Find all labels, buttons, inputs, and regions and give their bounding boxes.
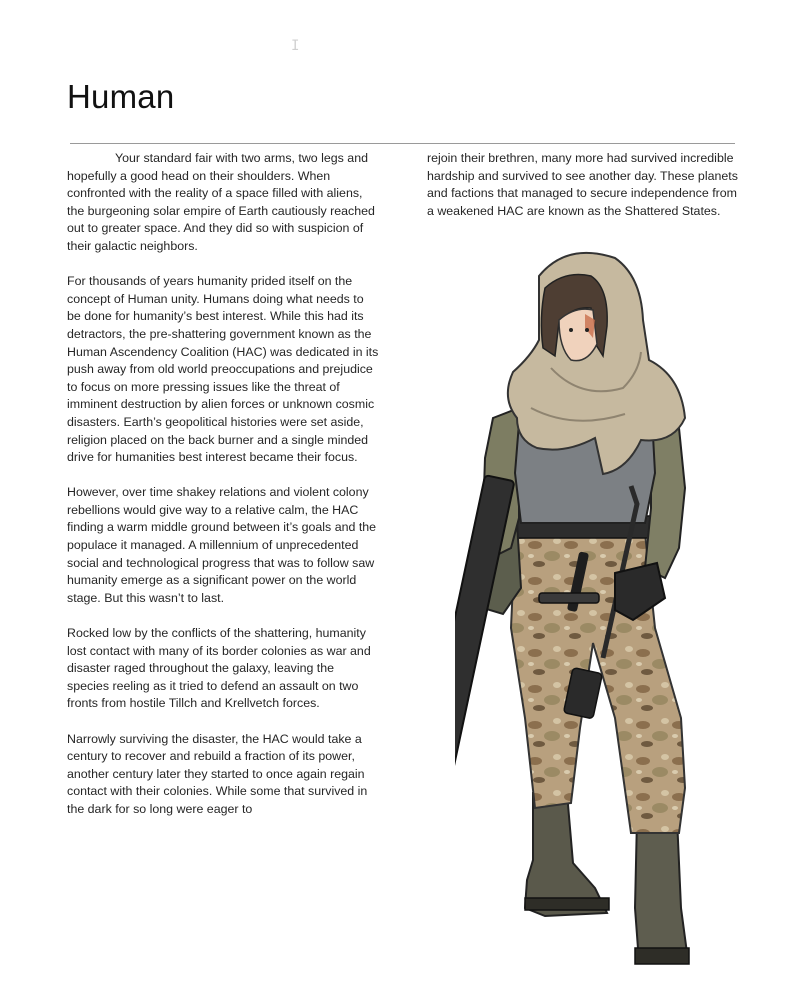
left-eye (569, 328, 573, 332)
paragraph-recovery: Narrowly surviving the disaster, the HAC would take a century to recover and rebuild a fraction of its power, another century later they started to once again regain contact with their colonies. While some that survived in the dark for so long were eager to (67, 731, 368, 816)
paragraph-human-unity: For thousands of years humanity prided itself on the concept of Human unity. Humans doing what needs to be done for humanity’s best interest. While this had its detractors, the pre-shattering government known as the Human Ascendency Coalition (HAC) was dedicated in its push away from old world preoccupations and prejudice to focus on more pressing issues like the threat of imminent destruction by alien forces or unknown cosmic disasters. Earth’s geopolitical histories were set aside, religion placed on the back burner and a single minded drive for humanities best interest became their focus. (67, 274, 379, 465)
right-eye (585, 328, 589, 332)
page-title: Human (67, 78, 175, 115)
left-boot (525, 793, 609, 916)
text-cursor-icon: I (291, 38, 300, 54)
left-text-column (67, 150, 379, 836)
gloved-hand (615, 563, 665, 620)
title-divider (70, 143, 735, 144)
human-soldier-illustration (455, 248, 715, 983)
paragraph-shattering: Rocked low by the conflicts of the shattering, humanity lost contact with many of its border colonies as war and disaster raged throughout the galaxy, leaving the species reeling as it tried to defend an assault on two fronts from hostile Tillch and Krellvetch forces. (67, 626, 371, 711)
right-text-column (427, 150, 739, 238)
right-boot (635, 818, 689, 964)
paragraph-shattered-states: rejoin their brethren, many more had survived incredible hardship and survived to see another day. These planets and factions that managed to secure independence from a weakened HAC are known as the Shattered States. (427, 151, 738, 218)
paragraph-intro: Your standard fair with two arms, two legs and hopefully a good head on their shoulders. When confronted with the reality of a space filled with aliens, the burgeoning solar empire of Earth cautiously reached out to greater space. And they did so with suspicion of their galactic neighbors. (67, 151, 375, 253)
paragraph-relative-calm: However, over time shakey relations and violent colony rebellions would give way to a relative calm, the HAC finding a warm middle ground between it’s goals and the populace it managed. A millennium of unprecedented social and technological progress that was to follow saw humanity emerge as a significant power on the world stage. But this wasn’t to last. (67, 485, 377, 605)
